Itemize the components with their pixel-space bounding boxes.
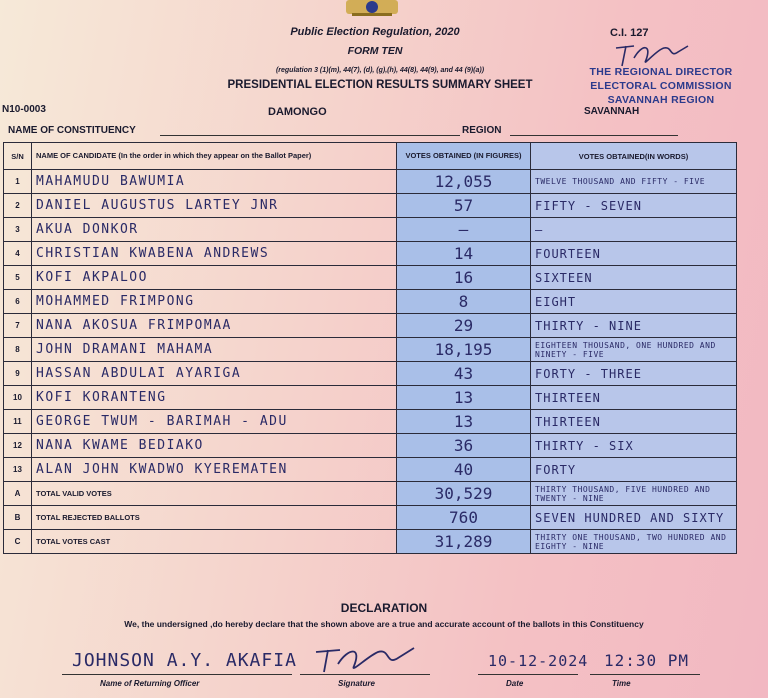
total-label: TOTAL VALID VOTES: [32, 482, 397, 506]
declaration-text: We, the undersigned ,do hereby declare that the shown above are a true and accurate account of the ballots in this Constituency: [124, 619, 644, 629]
candidate-name: NANA KWAME BEDIAKO: [32, 434, 397, 458]
votes-figures: 29: [397, 314, 531, 338]
votes-figures: 12,055: [397, 170, 531, 194]
total-label: TOTAL VOTES CAST: [32, 530, 397, 554]
regulation-title: Public Election Regulation, 2020: [290, 26, 460, 38]
votes-words: FORTY: [531, 458, 737, 482]
votes-words: TWELVE THOUSAND AND FIFTY - FIVE: [531, 170, 737, 194]
time-caption: Time: [612, 679, 631, 688]
row-sn: 6: [4, 290, 32, 314]
candidate-name: GEORGE TWUM - BARIMAH - ADU: [32, 410, 397, 434]
table-row: [4, 290, 737, 314]
signature-line: [300, 674, 430, 675]
votes-figures: 43: [397, 362, 531, 386]
total-words: SEVEN HUNDRED AND SIXTY: [531, 506, 737, 530]
candidate-name: CHRISTIAN KWABENA ANDREWS: [32, 242, 397, 266]
table-row: [4, 218, 737, 242]
votes-figures: 14: [397, 242, 531, 266]
total-label: TOTAL REJECTED BALLOTS: [32, 506, 397, 530]
row-sn: 13: [4, 458, 32, 482]
header-words: VOTES OBTAINED(IN WORDS): [531, 143, 737, 170]
table-row: [4, 266, 737, 290]
votes-words: SIXTEEN: [531, 266, 737, 290]
votes-words: EIGHT: [531, 290, 737, 314]
votes-words: FOURTEEN: [531, 242, 737, 266]
row-sn: 5: [4, 266, 32, 290]
row-sn: 10: [4, 386, 32, 410]
votes-words: FIFTY - SEVEN: [531, 194, 737, 218]
constituency-value: DAMONGO: [268, 106, 327, 118]
total-figures: 30,529: [397, 482, 531, 506]
form-code: N10-0003: [2, 104, 46, 115]
returning-officer-signature-icon: [310, 642, 420, 678]
row-sn: 9: [4, 362, 32, 386]
votes-figures: 40: [397, 458, 531, 482]
returning-officer-name: JOHNSON A.Y. AKAFIA: [72, 650, 297, 671]
page-title: PRESIDENTIAL ELECTION RESULTS SUMMARY SHEET: [227, 79, 533, 91]
candidate-name: DANIEL AUGUSTUS LARTEY JNR: [32, 194, 397, 218]
candidate-name: KOFI AKPALOO: [32, 266, 397, 290]
candidate-name: AKUA DONKOR: [32, 218, 397, 242]
row-sn: 11: [4, 410, 32, 434]
total-sn: C: [4, 530, 32, 554]
total-figures: 760: [397, 506, 531, 530]
table-header-row: [4, 143, 737, 170]
table-row: [4, 194, 737, 218]
votes-figures: 16: [397, 266, 531, 290]
declaration-date: 10-12-2024: [488, 652, 589, 670]
total-sn: B: [4, 506, 32, 530]
row-sn: 3: [4, 218, 32, 242]
row-sn: 7: [4, 314, 32, 338]
officer-caption: Name of Returning Officer: [100, 679, 200, 688]
votes-figures: 18,195: [397, 338, 531, 362]
region-line: [510, 135, 678, 136]
stamp-line-2: ELECTORAL COMMISSION: [590, 80, 732, 92]
total-row: [4, 506, 737, 530]
region-value: SAVANNAH: [584, 106, 640, 117]
votes-words: EIGHTEEN THOUSAND, ONE HUNDRED AND NINETY - FIVE: [531, 338, 737, 362]
table-row: [4, 434, 737, 458]
table-row: [4, 314, 737, 338]
officer-name-line: [62, 674, 292, 675]
coat-of-arms-icon: [342, 0, 402, 18]
total-words: THIRTY ONE THOUSAND, TWO HUNDRED AND EIGHTY - NINE: [531, 530, 737, 554]
declaration-title: DECLARATION: [340, 601, 428, 615]
ci-number: C.I. 127: [610, 27, 649, 39]
candidate-name: MAHAMUDU BAWUMIA: [32, 170, 397, 194]
candidate-name: JOHN DRAMANI MAHAMA: [32, 338, 397, 362]
votes-figures: 36: [397, 434, 531, 458]
candidate-name: MOHAMMED FRIMPONG: [32, 290, 397, 314]
votes-figures: 13: [397, 386, 531, 410]
table-row: [4, 386, 737, 410]
stamp-line-3: SAVANNAH REGION: [607, 94, 715, 106]
declaration-time: 12:30 PM: [604, 651, 690, 670]
total-sn: A: [4, 482, 32, 506]
header-figures: VOTES OBTAINED (IN FIGURES): [397, 143, 531, 170]
row-sn: 8: [4, 338, 32, 362]
time-line: [590, 674, 700, 675]
results-table: [3, 142, 737, 554]
votes-words: FORTY - THREE: [531, 362, 737, 386]
votes-figures: 8: [397, 290, 531, 314]
header-candidate: NAME OF CANDIDATE (In the order in which they appear on the Ballot Paper): [32, 143, 397, 170]
table-row: [4, 338, 737, 362]
votes-words: —: [531, 218, 737, 242]
candidate-name: ALAN JOHN KWADWO KYEREMATEN: [32, 458, 397, 482]
row-sn: 4: [4, 242, 32, 266]
votes-figures: 13: [397, 410, 531, 434]
votes-words: THIRTEEN: [531, 386, 737, 410]
votes-words: THIRTEEN: [531, 410, 737, 434]
table-row: [4, 242, 737, 266]
region-label: REGION: [462, 125, 502, 136]
stamp-line-1: THE REGIONAL DIRECTOR: [589, 66, 733, 78]
row-sn: 2: [4, 194, 32, 218]
header-sn: S/N: [4, 143, 32, 170]
signature-caption: Signature: [338, 679, 375, 688]
row-sn: 12: [4, 434, 32, 458]
date-caption: Date: [506, 679, 524, 688]
form-name: FORM TEN: [347, 45, 403, 57]
votes-figures: 57: [397, 194, 531, 218]
constituency-line: [160, 135, 460, 136]
total-words: THIRTY THOUSAND, FIVE HUNDRED AND TWENTY - NINE: [531, 482, 737, 506]
regulation-reference: (regulation 3 (1)(m), 44(7), (d), (g),(h), 44(8), 44(9), and 44 (9)(a)): [275, 67, 485, 74]
candidate-name: NANA AKOSUA FRIMPOMAA: [32, 314, 397, 338]
total-row: [4, 530, 737, 554]
candidate-name: HASSAN ABDULAI AYARIGA: [32, 362, 397, 386]
votes-figures: —: [397, 218, 531, 242]
candidate-name: KOFI KORANTENG: [32, 386, 397, 410]
total-figures: 31,289: [397, 530, 531, 554]
table-row: [4, 410, 737, 434]
table-row: [4, 362, 737, 386]
table-row: [4, 170, 737, 194]
total-row: [4, 482, 737, 506]
votes-words: THIRTY - NINE: [531, 314, 737, 338]
votes-words: THIRTY - SIX: [531, 434, 737, 458]
date-line: [478, 674, 578, 675]
row-sn: 1: [4, 170, 32, 194]
constituency-label: NAME OF CONSTITUENCY: [8, 125, 136, 136]
table-row: [4, 458, 737, 482]
